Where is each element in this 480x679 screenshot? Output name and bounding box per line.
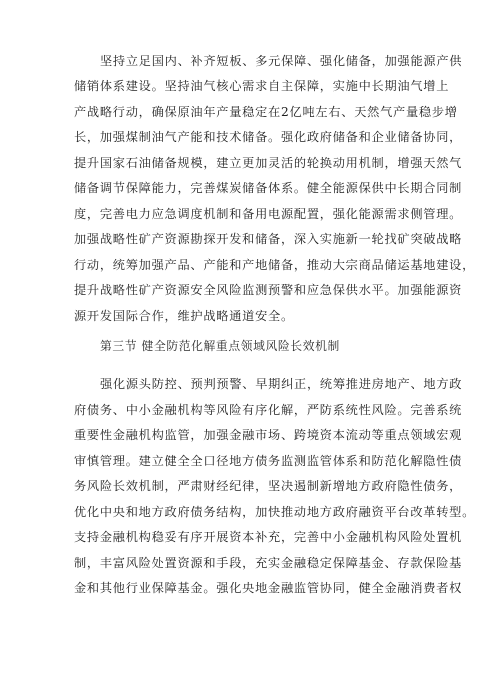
text-line: 度，完善电力应急调度机制和备用电源配置，强化能源需求侧管理。: [74, 207, 463, 221]
text-line: 行动，统筹加强产品、产能和产地储备，推动大宗商品储运基地建设，: [74, 258, 476, 272]
text-line: 提升国家石油储备规模，建立更加灵活的轮换动用机制，增强天然气: [74, 156, 463, 170]
text-line: 支持金融机构稳妥有序开展资本补充，完善中小金融机构风险处置机: [74, 530, 463, 544]
text-line: 务风险长效机制，严肃财经纪律，坚决遏制新增地方政府隐性债务，: [74, 479, 463, 493]
text-line: 强化源头防控、预判预警、早期纠正，统筹推进房地产、地方政: [100, 377, 463, 391]
text-line: 长，加强煤制油气产能和技术储备。强化政府储备和企业储备协同，: [74, 130, 463, 144]
text-line: 加强战略性矿产资源勘探开发和储备，深入实施新一轮找矿突破战略: [74, 232, 463, 246]
text-line: 产战略行动，确保原油年产量稳定在2亿吨左右、天然气产量稳步增: [74, 105, 458, 119]
text-line: 优化中央和地方政府债务结构，加快推动地方政府融资平台改革转型。: [74, 505, 476, 519]
text-line: 源开发国际合作，维护战略通道安全。: [74, 309, 294, 323]
text-line: 府债务、中小金融机构等风险有序化解，严防系统性风险。完善系统: [74, 403, 463, 417]
text-line: 金和其他行业保障基金。强化央地金融监管协同，健全金融消费者权: [74, 581, 463, 595]
section-heading: 第三节 健全防范化解重点领域风险长效机制: [100, 339, 340, 353]
text-line: 审慎管理。建立健全全口径地方债务监测监管体系和防范化解隐性债: [74, 454, 463, 468]
text-line: 储备调节保障能力，完善煤炭储备体系。健全能源保供中长期合同制: [74, 181, 463, 195]
text-line: 制，丰富风险处置资源和手段，充实金融稳定保障基金、存款保险基: [74, 556, 463, 570]
text-line: 重要性金融机构监管，加强金融市场、跨境资本流动等重点领域宏观: [74, 428, 463, 442]
text-line: 储销体系建设。坚持油气核心需求自主保障，实施中长期油气增上: [74, 79, 450, 93]
text-line: 提升战略性矿产资源安全风险监测预警和应急保供水平。加强能源资: [74, 283, 463, 297]
text-line: 坚持立足国内、补齐短板、多元保障、强化储备，加强能源产供: [100, 54, 463, 68]
